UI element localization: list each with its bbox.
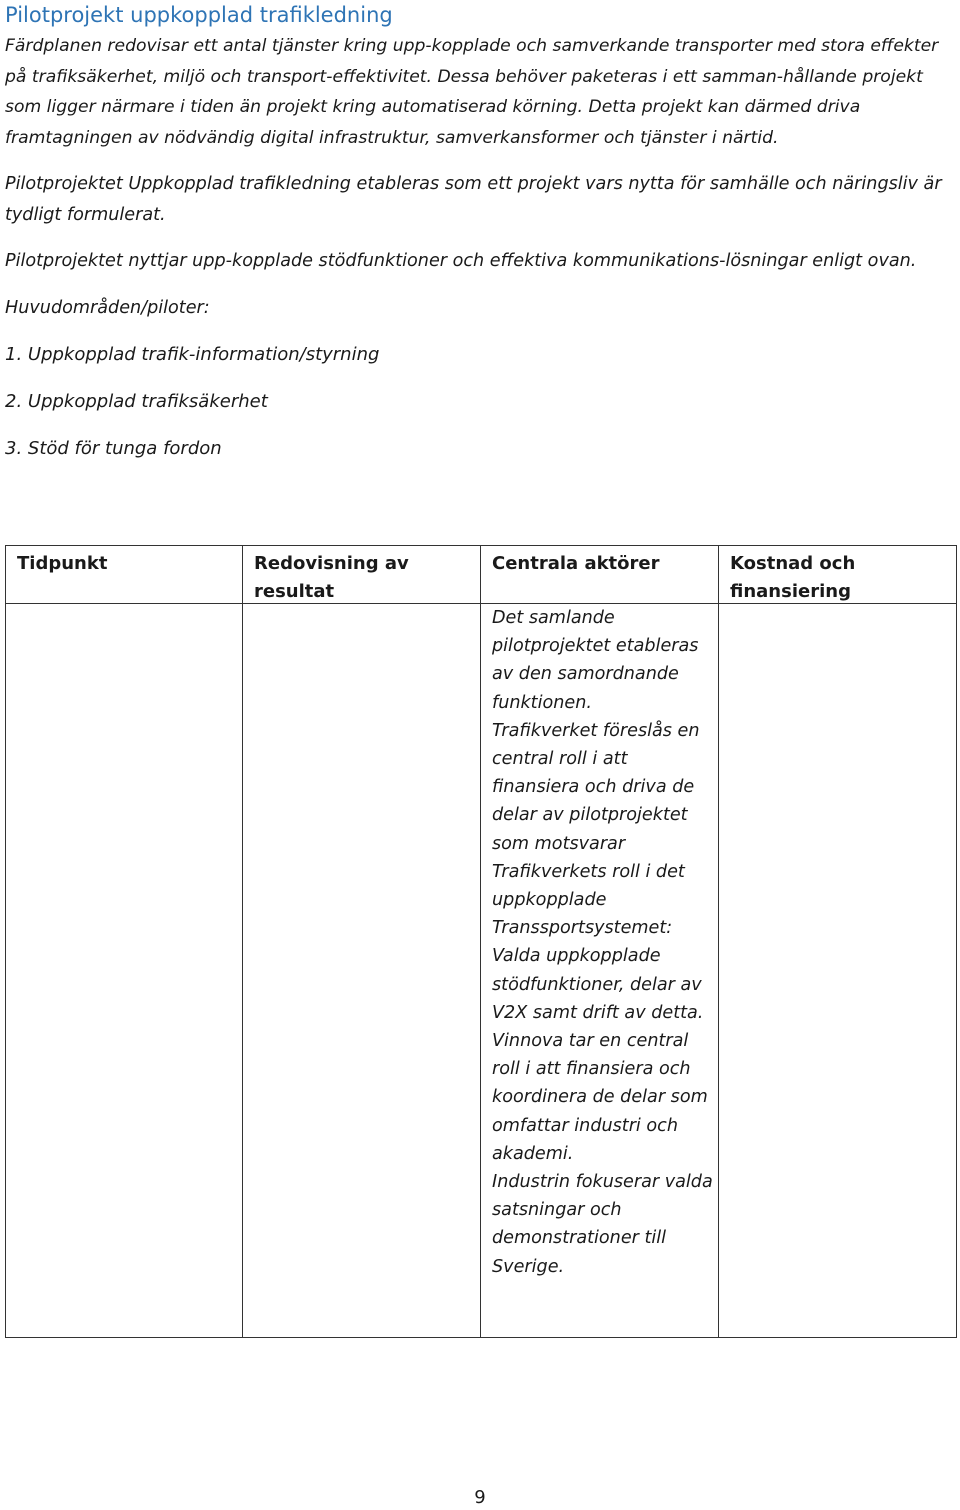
page-number: 9 xyxy=(474,1487,486,1508)
list-item-1: 1. Uppkopplad trafik-information/styrning xyxy=(5,344,380,365)
actors-text-1: Det samlande pilotprojektet etableras av den samordnande funktionen. xyxy=(492,608,699,713)
column-divider xyxy=(242,546,243,1337)
actors-text-4: Industrin fokuserar valda satsningar och demonstrationer till Sverige. xyxy=(492,1172,713,1277)
paragraph-purpose: Pilotprojektet Uppkopplad trafikledning etableras som ett projekt vars nytta för samhälle och näringsliv är tydligt formulerat. xyxy=(5,174,942,225)
document-page xyxy=(5,0,955,464)
header-kostnad: Kostnad och finansiering xyxy=(730,553,856,602)
column-divider xyxy=(718,546,719,1337)
intro-paragraph: Färdplanen redovisar ett antal tjänster kring upp-kopplade och samverkande transporter med stora effekter på trafiksäkerhet, miljö och transport-effektivitet. Dessa behöver paketeras i ett samman-hållande projekt som ligger närmare i tiden än projekt kring automatiserad körning. Detta projekt kan därmed driva framtagningen av nödvändig digital infrastruktur, samverkansformer och tjänster i närtid. xyxy=(5,36,939,148)
paragraph-functions: Pilotprojektet nyttjar upp-kopplade stödfunktioner och effektiva kommunikations-lösningar enligt ovan. xyxy=(5,251,917,271)
actors-text-2: Trafikverket föreslås en central roll i att finansiera och driva de delar av pilotprojektet som motsvarar Trafikverkets roll i det uppkopplade Transsportsystemet: Valda uppkopplade stödfunktioner, delar av V2X samt drift av detta. xyxy=(492,720,704,1023)
list-item-2: 2. Uppkopplad trafiksäkerhet xyxy=(5,391,268,412)
paragraph-main-areas: Huvudområden/piloter: xyxy=(5,297,210,318)
list-item-3: 3. Stöd för tunga fordon xyxy=(5,438,222,459)
section-heading: Pilotprojekt uppkopplad trafikledning xyxy=(5,3,393,27)
header-aktorer: Centrala aktörer xyxy=(492,553,660,574)
actors-cell xyxy=(492,604,718,1281)
project-table xyxy=(5,545,957,1338)
column-divider xyxy=(480,546,481,1337)
actors-text-3: Vinnova tar en central roll i att finansiera och koordinera de delar som omfattar industri och akademi. xyxy=(492,1031,708,1164)
header-tidpunkt: Tidpunkt xyxy=(17,553,108,574)
header-redovisning: Redovisning av resultat xyxy=(254,553,409,602)
